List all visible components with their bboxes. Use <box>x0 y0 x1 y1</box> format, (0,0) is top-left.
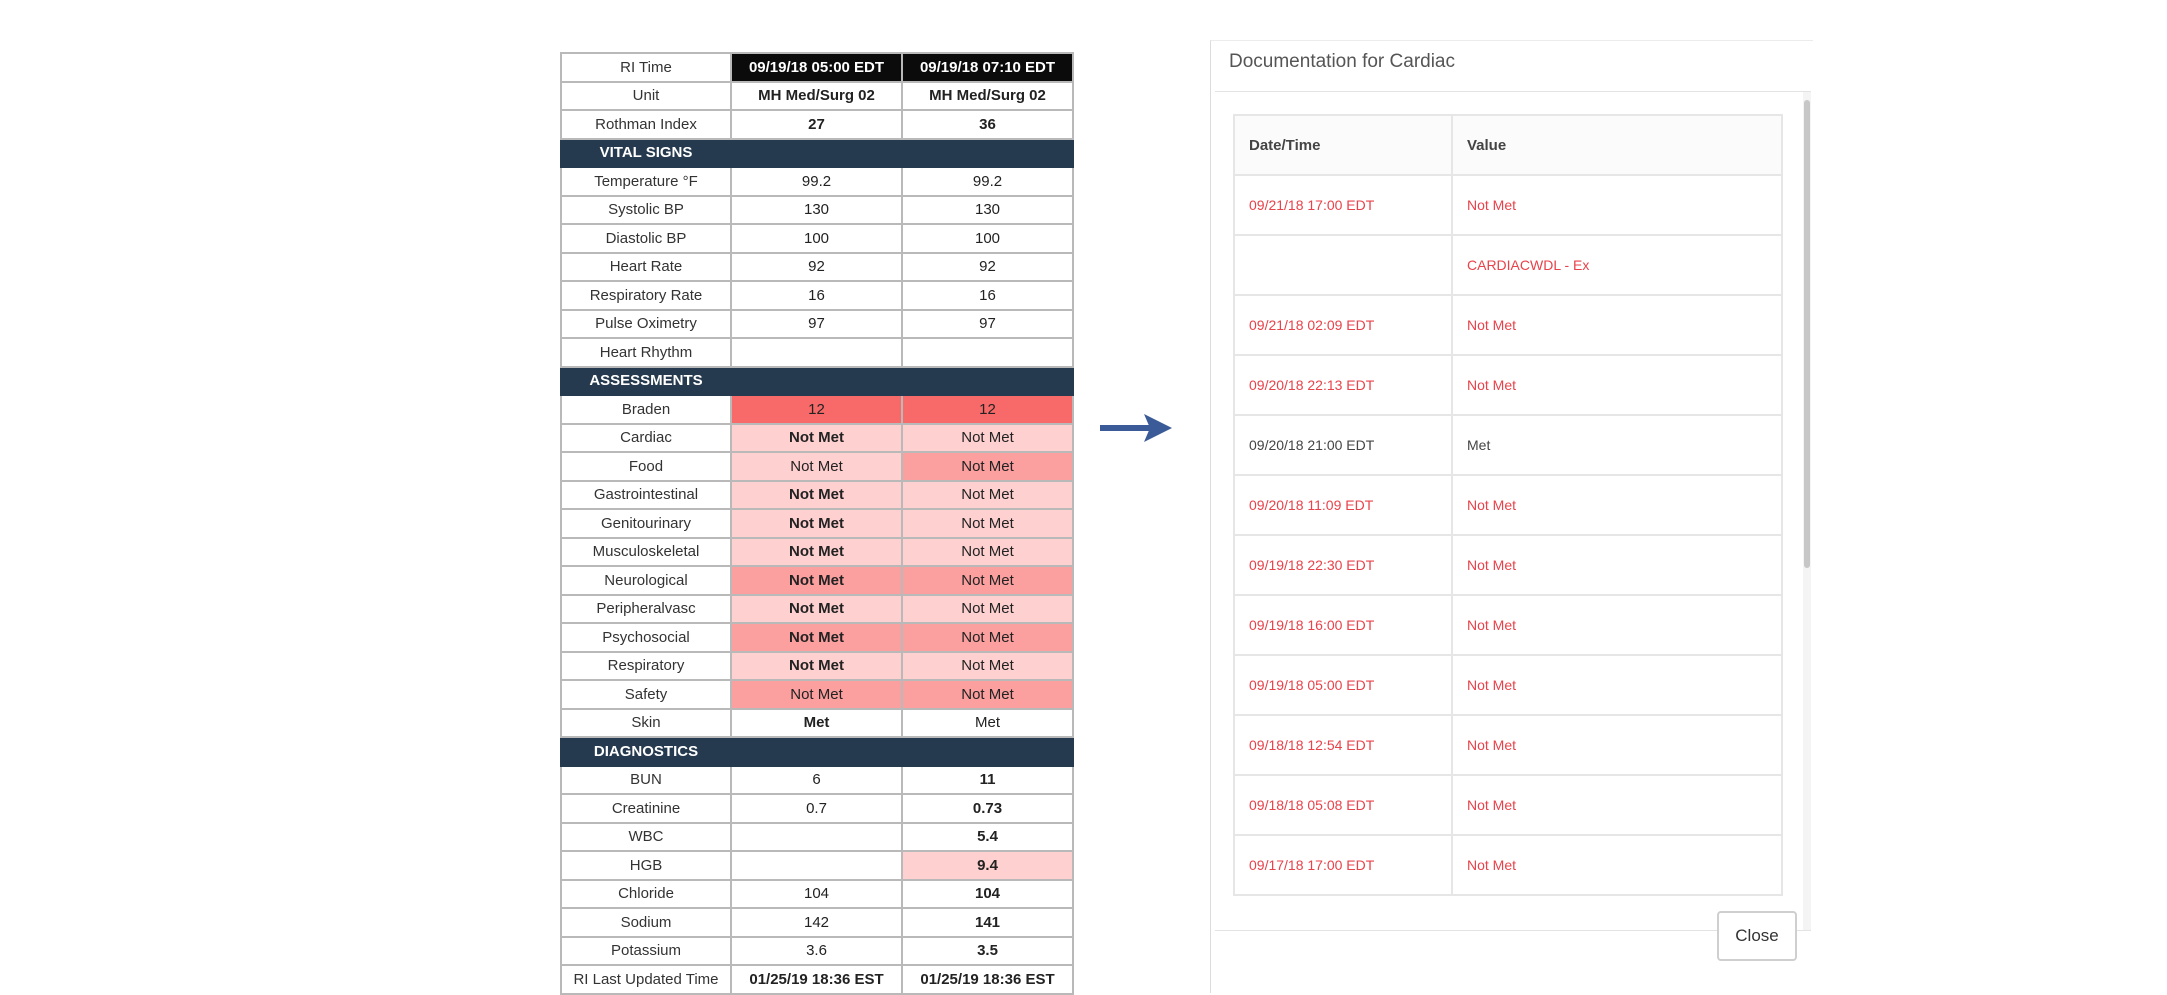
ri-row-label: Diastolic BP <box>561 224 731 253</box>
section-filler <box>902 367 1073 396</box>
documentation-row <box>1234 235 1782 295</box>
documentation-header-row <box>1234 115 1782 175</box>
ri-row <box>561 281 1073 310</box>
section-header-row <box>561 367 1073 396</box>
documentation-row <box>1234 655 1782 715</box>
ri-value-col-1: 01/25/19 18:36 EST <box>731 965 902 994</box>
ri-time-header-row <box>561 53 1073 82</box>
ri-row-label: Unit <box>561 82 731 111</box>
ri-row-label: WBC <box>561 823 731 852</box>
ri-row <box>561 167 1073 196</box>
ri-value-col-2: Not Met <box>902 509 1073 538</box>
ri-row-label: Systolic BP <box>561 196 731 225</box>
ri-value-col-1: 100 <box>731 224 902 253</box>
ri-time-label: RI Time <box>561 53 731 82</box>
arrow-right-icon <box>1100 414 1172 447</box>
ri-value-col-2: 16 <box>902 281 1073 310</box>
ri-value-col-2 <box>902 338 1073 367</box>
ri-row <box>561 196 1073 225</box>
row-value: Not Met <box>1452 655 1782 715</box>
row-value: Not Met <box>1452 835 1782 895</box>
ri-row-label: Braden <box>561 395 731 424</box>
row-value: Not Met <box>1452 175 1782 235</box>
row-datetime: 09/20/18 11:09 EDT <box>1234 475 1452 535</box>
ri-value-col-1 <box>731 851 902 880</box>
ri-row <box>561 623 1073 652</box>
ri-row <box>561 481 1073 510</box>
ri-row-label: Peripheralvasc <box>561 595 731 624</box>
ri-value-col-1: 130 <box>731 196 902 225</box>
ri-row <box>561 908 1073 937</box>
ri-value-col-1: Not Met <box>731 538 902 567</box>
ri-row-label: Temperature °F <box>561 167 731 196</box>
ri-value-col-2: Not Met <box>902 623 1073 652</box>
ri-row <box>561 595 1073 624</box>
ri-row <box>561 566 1073 595</box>
ri-value-col-1: 92 <box>731 253 902 282</box>
ri-row-label: RI Last Updated Time <box>561 965 731 994</box>
section-title: DIAGNOSTICS <box>561 737 731 766</box>
ri-value-col-2: 92 <box>902 253 1073 282</box>
documentation-row <box>1234 355 1782 415</box>
ri-value-col-2: Not Met <box>902 652 1073 681</box>
ri-row-label: Genitourinary <box>561 509 731 538</box>
ri-value-col-2: 141 <box>902 908 1073 937</box>
ri-row <box>561 709 1073 738</box>
ri-row-label: Safety <box>561 680 731 709</box>
row-datetime: 09/19/18 05:00 EDT <box>1234 655 1452 715</box>
ri-row <box>561 823 1073 852</box>
ri-value-col-1 <box>731 338 902 367</box>
section-filler <box>731 737 902 766</box>
ri-row <box>561 338 1073 367</box>
documentation-row <box>1234 835 1782 895</box>
ri-row-label: Pulse Oximetry <box>561 310 731 339</box>
ri-value-col-2: Not Met <box>902 595 1073 624</box>
ri-value-col-2: Not Met <box>902 481 1073 510</box>
ri-column-2-time: 09/19/18 07:10 EDT <box>902 53 1073 82</box>
ri-value-col-2: 97 <box>902 310 1073 339</box>
row-value: CARDIACWDL - Ex <box>1452 235 1782 295</box>
ri-value-col-2: Not Met <box>902 424 1073 453</box>
row-value: Not Met <box>1452 355 1782 415</box>
ri-row <box>561 937 1073 966</box>
documentation-row <box>1234 475 1782 535</box>
documentation-table <box>1233 114 1783 896</box>
ri-row-label: Creatinine <box>561 794 731 823</box>
row-datetime: 09/18/18 12:54 EDT <box>1234 715 1452 775</box>
ri-value-col-1: Not Met <box>731 452 902 481</box>
ri-row-label: Potassium <box>561 937 731 966</box>
section-filler <box>902 737 1073 766</box>
ri-value-col-1: 3.6 <box>731 937 902 966</box>
ri-value-col-2: 9.4 <box>902 851 1073 880</box>
ri-value-col-2: 01/25/19 18:36 EST <box>902 965 1073 994</box>
documentation-dialog <box>1210 40 1813 993</box>
column-header-value: Value <box>1452 115 1782 175</box>
row-value: Not Met <box>1452 715 1782 775</box>
dialog-scrollbar[interactable] <box>1803 92 1811 930</box>
ri-row-label: Gastrointestinal <box>561 481 731 510</box>
ri-value-col-2: Not Met <box>902 538 1073 567</box>
row-value: Not Met <box>1452 295 1782 355</box>
row-datetime: 09/20/18 21:00 EDT <box>1234 415 1452 475</box>
ri-value-col-2: 0.73 <box>902 794 1073 823</box>
ri-value-col-2: 3.5 <box>902 937 1073 966</box>
row-value: Not Met <box>1452 775 1782 835</box>
ri-value-col-1: Not Met <box>731 481 902 510</box>
ri-value-col-1: 6 <box>731 766 902 795</box>
section-header-row <box>561 139 1073 168</box>
row-datetime: 09/19/18 16:00 EDT <box>1234 595 1452 655</box>
row-datetime: 09/21/18 02:09 EDT <box>1234 295 1452 355</box>
ri-row-label: Chloride <box>561 880 731 909</box>
ri-row <box>561 880 1073 909</box>
ri-value-col-2: 5.4 <box>902 823 1073 852</box>
ri-value-col-2: Not Met <box>902 680 1073 709</box>
ri-row-label: Respiratory Rate <box>561 281 731 310</box>
ri-value-col-1: 99.2 <box>731 167 902 196</box>
row-datetime: 09/17/18 17:00 EDT <box>1234 835 1452 895</box>
row-datetime: 09/20/18 22:13 EDT <box>1234 355 1452 415</box>
documentation-row <box>1234 715 1782 775</box>
ri-row <box>561 110 1073 139</box>
ri-row <box>561 766 1073 795</box>
ri-value-col-1: 12 <box>731 395 902 424</box>
ri-row-label: Rothman Index <box>561 110 731 139</box>
ri-row <box>561 794 1073 823</box>
ri-value-col-2: 12 <box>902 395 1073 424</box>
ri-row-label: Neurological <box>561 566 731 595</box>
ri-value-col-1: Not Met <box>731 623 902 652</box>
ri-value-col-1: Met <box>731 709 902 738</box>
ri-row <box>561 310 1073 339</box>
close-button[interactable]: Close <box>1717 911 1797 961</box>
documentation-body <box>1234 175 1782 895</box>
section-title: VITAL SIGNS <box>561 139 731 168</box>
ri-value-col-1: 16 <box>731 281 902 310</box>
ri-value-col-1: Not Met <box>731 595 902 624</box>
documentation-row <box>1234 595 1782 655</box>
ri-row-label: Food <box>561 452 731 481</box>
row-datetime: 09/18/18 05:08 EDT <box>1234 775 1452 835</box>
ri-value-col-1: 104 <box>731 880 902 909</box>
ri-row-label: Heart Rate <box>561 253 731 282</box>
ri-value-col-1: 27 <box>731 110 902 139</box>
ri-row-label: BUN <box>561 766 731 795</box>
ri-column-1-time: 09/19/18 05:00 EDT <box>731 53 902 82</box>
documentation-row <box>1234 175 1782 235</box>
ri-value-col-1: MH Med/Surg 02 <box>731 82 902 111</box>
ri-value-col-2: 130 <box>902 196 1073 225</box>
section-title: ASSESSMENTS <box>561 367 731 396</box>
scrollbar-thumb[interactable] <box>1804 100 1810 568</box>
ri-row-label: Heart Rhythm <box>561 338 731 367</box>
ri-row-label: Psychosocial <box>561 623 731 652</box>
ri-row <box>561 509 1073 538</box>
rothman-index-body <box>561 53 1073 994</box>
ri-row-label: Respiratory <box>561 652 731 681</box>
ri-value-col-2: 36 <box>902 110 1073 139</box>
row-datetime: 09/21/18 17:00 EDT <box>1234 175 1452 235</box>
ri-value-col-1: 0.7 <box>731 794 902 823</box>
ri-value-col-2: MH Med/Surg 02 <box>902 82 1073 111</box>
ri-row <box>561 424 1073 453</box>
ri-row-label: Musculoskeletal <box>561 538 731 567</box>
ri-row <box>561 224 1073 253</box>
ri-value-col-2: 11 <box>902 766 1073 795</box>
ri-row-label: Cardiac <box>561 424 731 453</box>
row-datetime <box>1234 235 1452 295</box>
section-header-row <box>561 737 1073 766</box>
ri-value-col-1: Not Met <box>731 652 902 681</box>
rothman-index-table <box>560 52 1074 995</box>
documentation-row <box>1234 295 1782 355</box>
ri-row <box>561 452 1073 481</box>
dialog-scroll-area[interactable] <box>1215 91 1811 931</box>
ri-value-col-1: Not Met <box>731 424 902 453</box>
section-filler <box>731 367 902 396</box>
ri-row <box>561 538 1073 567</box>
ri-value-col-1: Not Met <box>731 566 902 595</box>
documentation-row <box>1234 535 1782 595</box>
dialog-title: Documentation for Cardiac <box>1229 51 1455 72</box>
row-datetime: 09/19/18 22:30 EDT <box>1234 535 1452 595</box>
ri-value-col-2: Met <box>902 709 1073 738</box>
documentation-row <box>1234 415 1782 475</box>
ri-row <box>561 395 1073 424</box>
ri-value-col-1: 142 <box>731 908 902 937</box>
ri-row <box>561 82 1073 111</box>
ri-value-col-1: 97 <box>731 310 902 339</box>
section-filler <box>731 139 902 168</box>
row-value: Not Met <box>1452 475 1782 535</box>
row-value: Not Met <box>1452 535 1782 595</box>
ri-row-label: Skin <box>561 709 731 738</box>
row-value: Not Met <box>1452 595 1782 655</box>
ri-value-col-2: 100 <box>902 224 1073 253</box>
ri-value-col-2: 99.2 <box>902 167 1073 196</box>
ri-row <box>561 965 1073 994</box>
column-header-datetime: Date/Time <box>1234 115 1452 175</box>
ri-value-col-1: Not Met <box>731 680 902 709</box>
ri-row-label: HGB <box>561 851 731 880</box>
section-filler <box>902 139 1073 168</box>
ri-row <box>561 253 1073 282</box>
ri-value-col-2: Not Met <box>902 452 1073 481</box>
documentation-row <box>1234 775 1782 835</box>
ri-row-label: Sodium <box>561 908 731 937</box>
ri-value-col-1 <box>731 823 902 852</box>
ri-row <box>561 680 1073 709</box>
ri-value-col-2: 104 <box>902 880 1073 909</box>
ri-value-col-1: Not Met <box>731 509 902 538</box>
ri-value-col-2: Not Met <box>902 566 1073 595</box>
row-value: Met <box>1452 415 1782 475</box>
ri-row <box>561 851 1073 880</box>
ri-row <box>561 652 1073 681</box>
